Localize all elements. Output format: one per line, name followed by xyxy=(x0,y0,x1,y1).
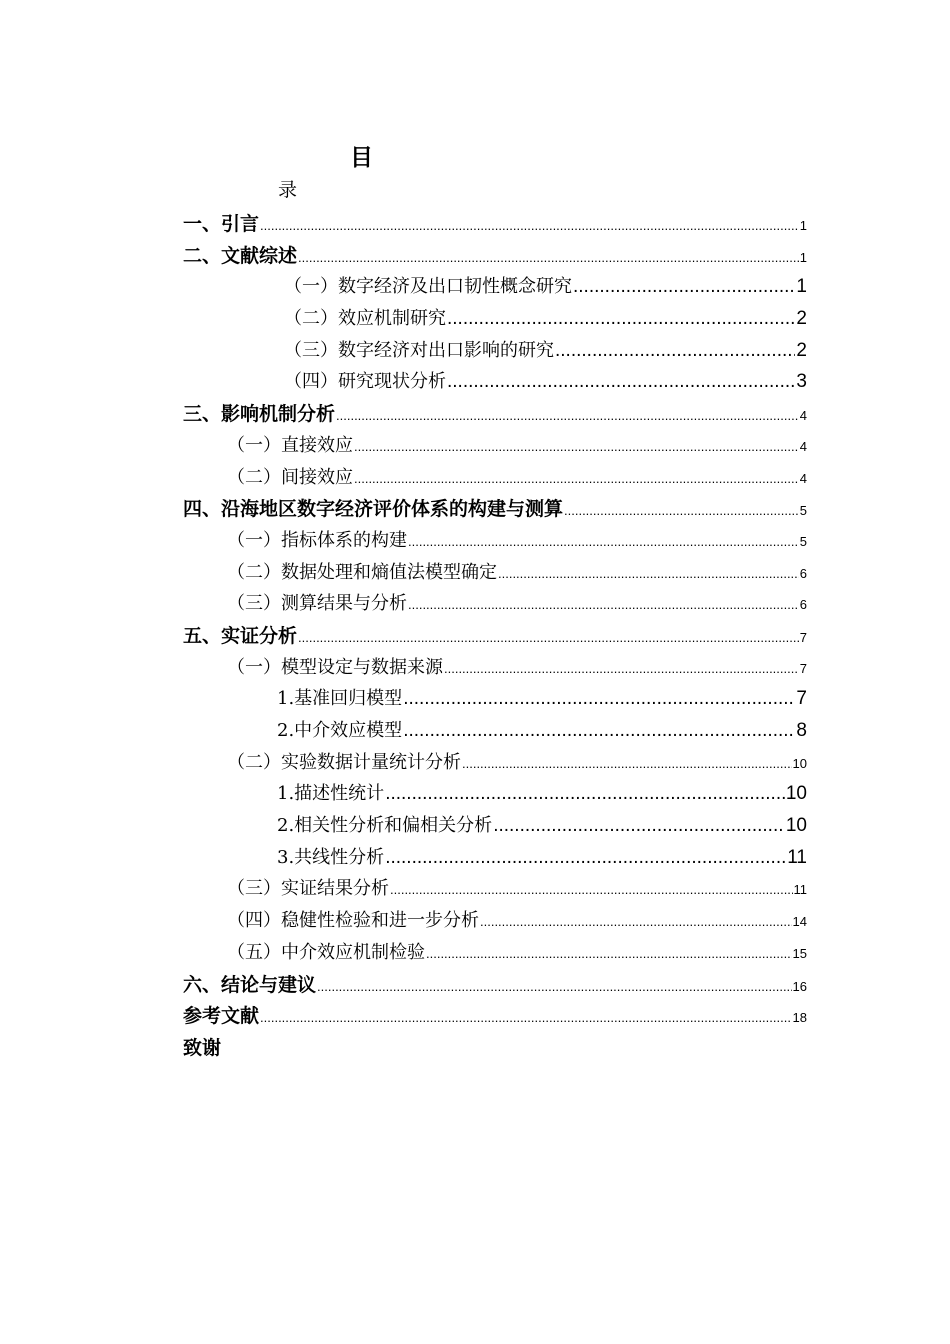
toc-entry-label: （四）稳健性检验和进一步分析 xyxy=(227,910,479,932)
toc-title: 目 xyxy=(350,145,373,171)
toc-entry-label: （二）实验数据计量统计分析 xyxy=(227,751,461,773)
toc-entry[interactable] xyxy=(183,300,807,332)
toc-leader-dots xyxy=(564,503,799,518)
toc-entry-label: 四、沿海地区数字经济评价体系的构建与测算 xyxy=(183,498,564,521)
toc-leader-dots xyxy=(408,534,799,549)
toc-entry-label: （五）中介效应机制检验 xyxy=(227,941,425,963)
toc-entry-label: （一）指标体系的构建 xyxy=(227,529,407,551)
toc-leader-dots xyxy=(555,340,795,362)
toc-entry[interactable] xyxy=(183,490,807,522)
toc-entry[interactable] xyxy=(183,934,807,966)
toc-page-number: 14 xyxy=(792,914,807,930)
toc-entry-label: （二）间接效应 xyxy=(227,466,353,488)
toc-page-number: 8 xyxy=(796,720,807,741)
toc-page-number: 10 xyxy=(785,815,807,837)
toc-entry-label: 六、结论与建议 xyxy=(183,973,317,996)
toc-entry[interactable] xyxy=(183,522,807,554)
toc-entry[interactable] xyxy=(183,395,807,427)
toc-entry[interactable] xyxy=(183,870,807,902)
toc-leader-dots xyxy=(493,815,785,837)
toc-entry[interactable] xyxy=(183,205,807,237)
toc-entry-label: 1.基准回归模型 xyxy=(277,688,403,710)
toc-leader-dots xyxy=(444,661,799,676)
toc-entry[interactable] xyxy=(183,966,807,998)
toc-entry-label: （一）直接效应 xyxy=(227,434,353,456)
toc-entry[interactable] xyxy=(183,807,807,839)
toc-entry-label: 三、影响机制分析 xyxy=(183,403,336,426)
toc-entry-label: 致谢 xyxy=(183,1036,222,1059)
toc-page-number: 2 xyxy=(796,339,807,361)
toc-entry[interactable] xyxy=(183,712,807,744)
toc-leader-dots xyxy=(354,471,799,486)
toc-leader-dots xyxy=(447,308,795,330)
toc-leader-dots xyxy=(317,979,792,994)
toc-entry-label: （三）实证结果分析 xyxy=(227,878,389,900)
toc-page-number: 16 xyxy=(792,978,807,994)
toc-page-number: 11 xyxy=(793,882,807,898)
toc-entry-label: 2.相关性分析和偏相关分析 xyxy=(277,815,493,837)
toc-entry-label: 五、实证分析 xyxy=(183,624,298,647)
toc-entry[interactable] xyxy=(183,427,807,459)
toc-leader-dots xyxy=(426,946,792,961)
toc-entry[interactable] xyxy=(183,902,807,934)
toc-page-number: 7 xyxy=(799,660,807,676)
toc-leader-dots xyxy=(260,218,799,233)
toc-page-number: 3 xyxy=(796,371,807,393)
table-of-contents xyxy=(183,205,807,1061)
toc-page-number: 10 xyxy=(792,755,807,771)
toc-page-number: 18 xyxy=(792,1010,807,1026)
toc-entry[interactable] xyxy=(183,839,807,871)
toc-leader-dots xyxy=(498,566,799,581)
toc-page-number: 15 xyxy=(792,945,807,961)
toc-entry-label: 一、引言 xyxy=(183,213,260,235)
toc-page-number: 1 xyxy=(799,218,807,233)
toc-page-number: 5 xyxy=(799,503,807,519)
toc-page-number: 10 xyxy=(785,783,807,805)
toc-entry[interactable] xyxy=(183,680,807,712)
toc-leader-dots xyxy=(480,914,792,929)
toc-entry[interactable] xyxy=(183,363,807,395)
toc-entry-label: （一）模型设定与数据来源 xyxy=(227,656,443,678)
toc-entry[interactable] xyxy=(183,585,807,617)
toc-entry[interactable] xyxy=(183,237,807,269)
toc-page-number: 6 xyxy=(799,597,807,613)
toc-leader-dots xyxy=(385,783,785,805)
toc-page-number: 6 xyxy=(799,565,807,581)
toc-leader-dots xyxy=(403,720,795,742)
toc-leader-dots xyxy=(298,250,799,265)
toc-page-number: 2 xyxy=(796,308,807,330)
toc-entry-label: （一）数字经济及出口韧性概念研究 xyxy=(284,276,572,298)
toc-leader-dots xyxy=(408,597,799,612)
toc-entry-label: 参考文献 xyxy=(183,1005,260,1028)
toc-page-number: 1 xyxy=(799,249,807,265)
toc-page-number: 4 xyxy=(799,470,807,486)
toc-entry-label: 二、文献综述 xyxy=(183,244,298,267)
toc-entry-label: （三）数字经济对出口影响的研究 xyxy=(284,339,554,361)
toc-entry-label: （三）测算结果与分析 xyxy=(227,593,407,615)
toc-entry[interactable] xyxy=(183,649,807,681)
toc-leader-dots xyxy=(354,439,799,454)
toc-entry[interactable] xyxy=(183,744,807,776)
toc-entry-label: （四）研究现状分析 xyxy=(284,371,446,393)
toc-entry-label: 2.中介效应模型 xyxy=(277,720,403,741)
toc-leader-dots xyxy=(260,1010,792,1025)
toc-entry[interactable] xyxy=(183,997,807,1029)
toc-leader-dots xyxy=(298,630,799,645)
toc-page-number: 11 xyxy=(787,846,807,868)
toc-entry[interactable] xyxy=(183,775,807,807)
toc-leader-dots xyxy=(573,276,795,298)
toc-entry-label: 3.共线性分析 xyxy=(277,846,385,868)
toc-page-number: 7 xyxy=(796,688,807,710)
toc-entry-label: （二）效应机制研究 xyxy=(284,308,446,330)
toc-entry[interactable] xyxy=(183,554,807,586)
toc-entry[interactable] xyxy=(183,617,807,649)
toc-entry-label: 1.描述性统计 xyxy=(277,783,385,805)
toc-page-number: 7 xyxy=(799,629,807,645)
toc-leader-dots xyxy=(403,688,795,710)
toc-leader-dots xyxy=(447,371,795,393)
toc-entry-label: （二）数据处理和熵值法模型确定 xyxy=(227,561,497,583)
toc-leader-dots xyxy=(390,882,793,897)
toc-page-number: 1 xyxy=(796,276,807,298)
toc-page-number: 5 xyxy=(799,533,807,549)
toc-entry[interactable] xyxy=(183,332,807,364)
toc-leader-dots xyxy=(385,847,786,869)
toc-entry[interactable] xyxy=(183,1029,807,1061)
toc-page-number: 4 xyxy=(799,408,807,424)
toc-title-continued: 录 xyxy=(278,179,298,201)
toc-leader-dots xyxy=(336,408,799,423)
toc-entry[interactable] xyxy=(183,268,807,300)
toc-leader-dots xyxy=(462,756,792,771)
toc-page-number: 4 xyxy=(799,438,807,454)
toc-entry[interactable] xyxy=(183,459,807,491)
